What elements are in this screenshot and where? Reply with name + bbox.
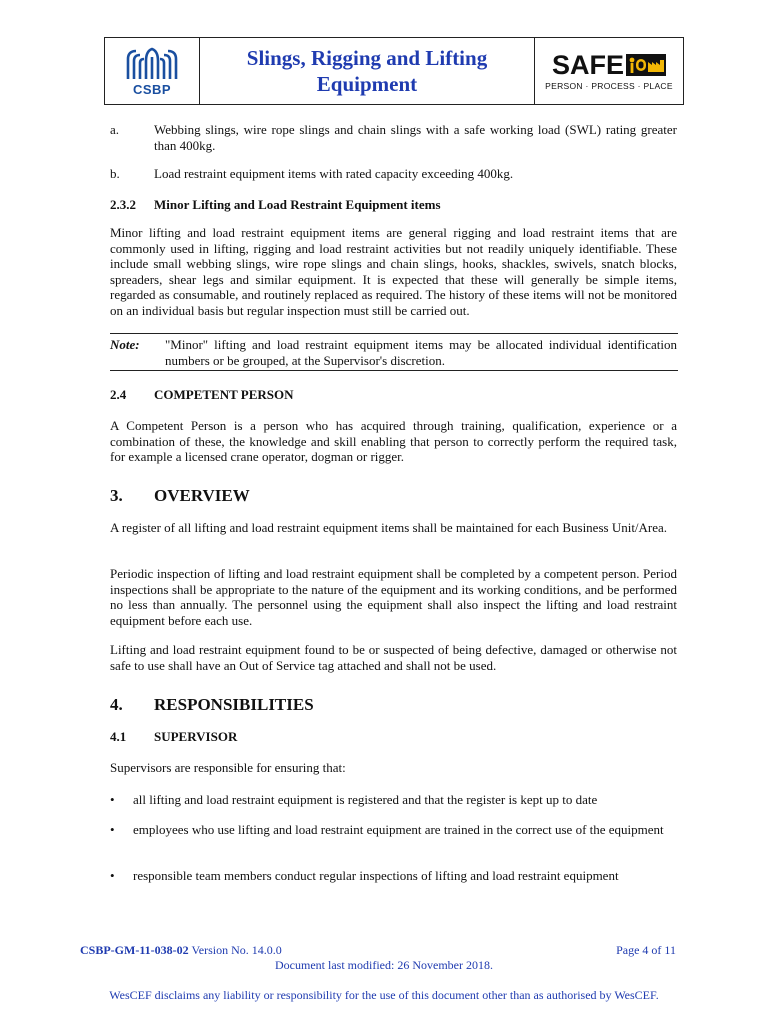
- section-3-title: OVERVIEW: [154, 486, 250, 505]
- footer-version: Version No. 14.0.0: [191, 943, 282, 957]
- bullet-item-2: employees who use lifting and load restraint equipment are trained in the correct use of the equipment: [133, 822, 664, 837]
- bullet-icon: •: [110, 868, 115, 883]
- footer-doc-id: CSBP-GM-11-038-02: [80, 943, 189, 957]
- note-label: Note:: [110, 337, 140, 352]
- safe-logo: [534, 38, 683, 104]
- bullet-item-3: responsible team members conduct regular inspections of lifting and load restraint equipment: [133, 868, 619, 883]
- document-title: [200, 38, 534, 104]
- csbp-logo-text: CSBP: [132, 82, 172, 97]
- section-2-3-2-title: Minor Lifting and Load Restraint Equipment items: [154, 197, 441, 212]
- section-4-1-title: SUPERVISOR: [154, 729, 238, 744]
- section-2-3-2-number: 2.3.2: [110, 197, 136, 212]
- title-line-1: Slings, Rigging and Lifting: [246, 46, 488, 70]
- section-2-4-number: 2.4: [110, 387, 127, 402]
- footer-disclaimer: WesCEF disclaims any liability or responsibility for the use of this document other than as authorised by WesCEF.: [109, 988, 659, 1002]
- section-2-4-title: COMPETENT PERSON: [154, 387, 294, 402]
- note-text: "Minor" lifting and load restraint equipment items may be allocated individual identification numbers or be grouped, at the Supervisor's discretion.: [165, 337, 677, 368]
- footer-last-modified: Document last modified: 26 November 2018.: [275, 958, 493, 972]
- list-label-a: a.: [110, 122, 120, 137]
- safe-pictogram-icon: [626, 54, 666, 76]
- section-3-para-3: Lifting and load restraint equipment found to be or suspected of being defective, damaged or otherwise not safe to use shall have an Out of Service tag attached and shall not be used.: [110, 642, 677, 673]
- title-line-2: Equipment: [316, 72, 418, 96]
- list-item-a: Webbing slings, wire rope slings and chain slings with a safe working load (SWL) rating greater than 400kg.: [154, 122, 677, 153]
- list-item-b: Load restraint equipment items with rated capacity exceeding 400kg.: [154, 166, 514, 181]
- section-4-1-intro: Supervisors are responsible for ensuring that:: [110, 760, 346, 775]
- section-4-number: 4.: [110, 695, 123, 714]
- bullet-icon: •: [110, 822, 115, 837]
- section-3-number: 3.: [110, 486, 123, 505]
- bullet-item-1: all lifting and load restraint equipment is registered and that the register is kept up to date: [133, 792, 598, 807]
- bullet-icon: •: [110, 792, 115, 807]
- section-2-4-body: A Competent Person is a person who has acquired through training, qualification, experience or a combination of these, the knowledge and skill enabling that person to correctly perform the required task, for example a licensed crane operator, dogman or rigger.: [110, 418, 677, 465]
- csbp-logo: [105, 38, 200, 104]
- section-2-3-2-body: Minor lifting and load restraint equipment items are general rigging and load restraint items that are commonly used in lifting, rigging and load restraint activities but not readily uniquely identifiable. These include small webbing slings, wire rope slings and chain slings, hooks, shackles, swivels, snatch blocks, spreaders, shear legs and similar equipment. It is expected that these will generally be simple items, regarded as consumable, and routinely replaced as required. The history of these items will not be monitored on an individual basis but regular inspection must still be carried out.: [110, 225, 677, 318]
- section-3-para-1: A register of all lifting and load restraint equipment items shall be maintained for each Business Unit/Area.: [110, 520, 668, 535]
- section-4-1-number: 4.1: [110, 729, 127, 744]
- section-3-para-2: Periodic inspection of lifting and load restraint equipment shall be completed by a competent person. Period inspections shall be appropriate to the nature of the equipment and its working conditions, and be performed no less than annually. The personnel using the equipment shall also inspect the lifting and load restraint equipment before each use.: [110, 566, 677, 628]
- safe-word: SAFE: [551, 50, 624, 80]
- csbp-logo-icon: [122, 45, 182, 81]
- document-header: [104, 37, 684, 105]
- footer-doc-info: [80, 943, 282, 958]
- footer-page-number: Page 4 of 11: [616, 943, 676, 957]
- list-label-b: b.: [110, 166, 120, 181]
- section-4-title: RESPONSIBILITIES: [154, 695, 314, 714]
- safe-tagline: PERSON · PROCESS · PLACE: [545, 81, 673, 91]
